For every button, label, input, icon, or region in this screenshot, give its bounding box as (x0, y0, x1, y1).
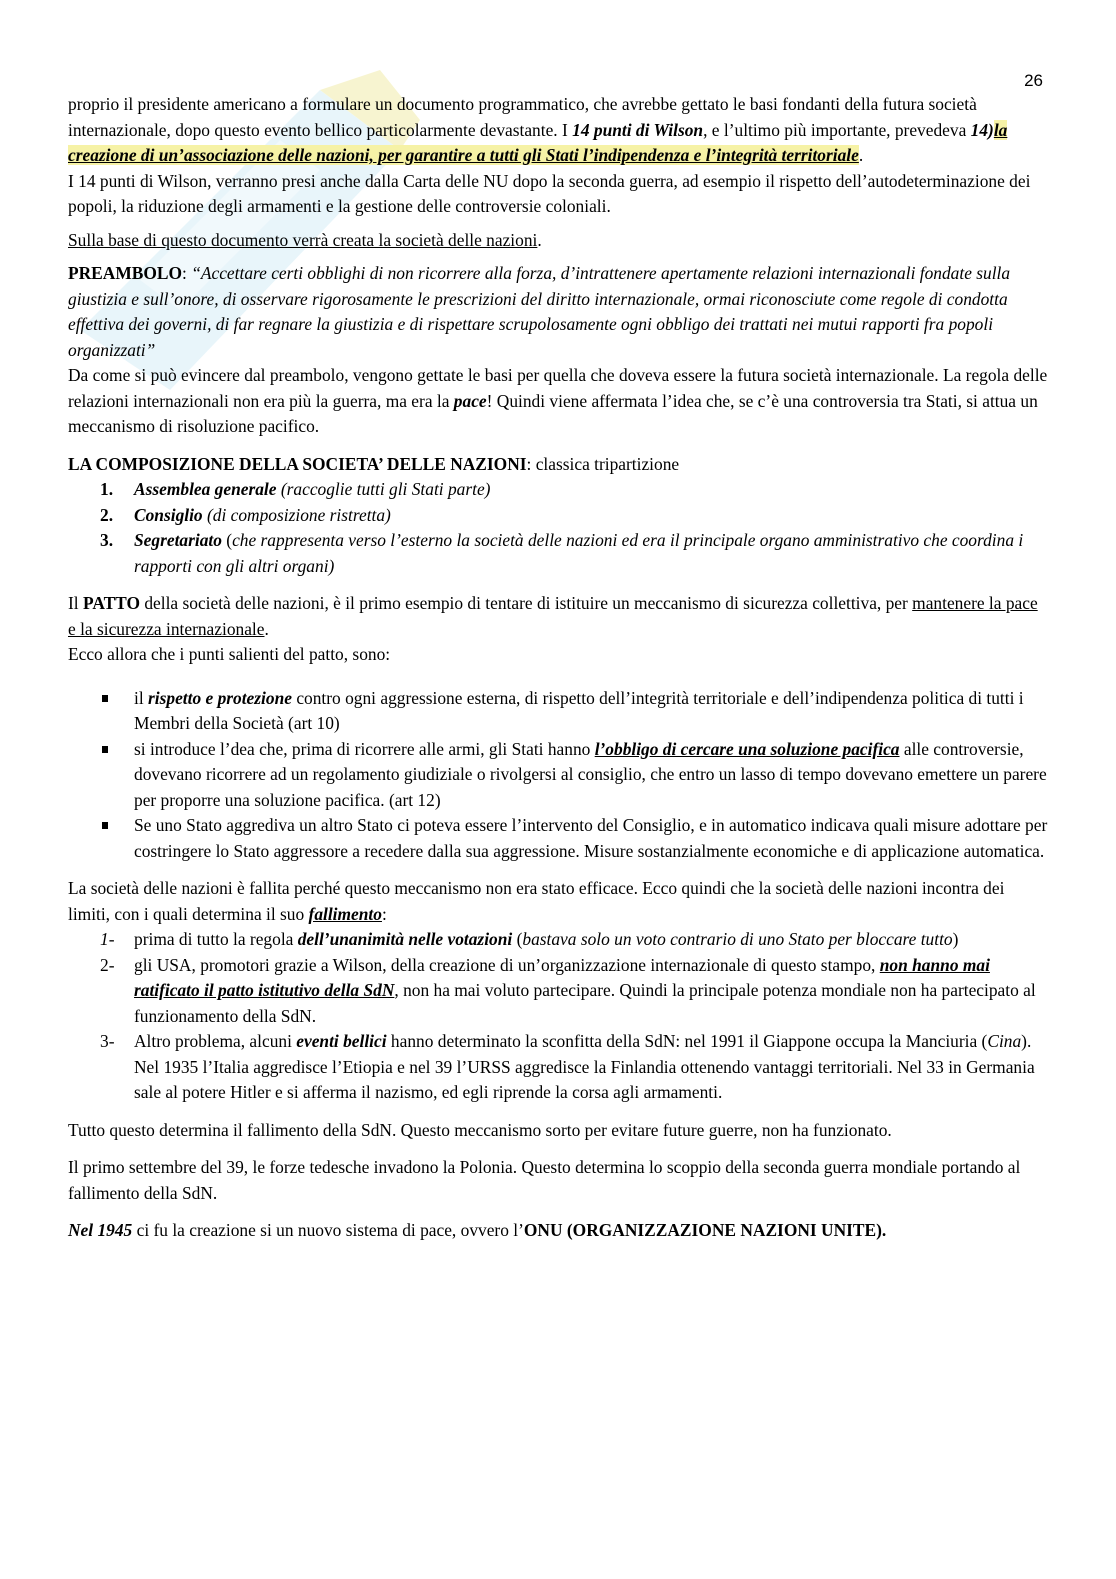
list-item: si introduce l’dea che, prima di ricorrere alle armi, gli Stati hanno l’obbligo di cercare una soluzione pacifica alle controversie, dovevano ricorrere ad un regolamento giudiziale o rivolgersi al consiglio, che entro un lasso di tempo dovevano emettere un parere per proporre una soluzione pacifica. (art 12) (68, 737, 1048, 814)
list-item: il rispetto e protezione contro ogni aggressione esterna, di rispetto dell’integrità territoriale e dell’indipendenza politica di tutti i Membri della Società (art 10) (68, 686, 1048, 737)
intro-paragraph: proprio il presidente americano a formulare un documento programmatico, che avrebbe gettato le basi fondanti della futura società internazionale, dopo questo evento bellico particolarmente devastante. I 14 punti di Wilson, e l’ultimo più importante, prevedeva 14)la creazione di un’associazione delle nazioni, per garantire a tutti gli Stati l’indipendenza e l’integrità territoriale. I 14 punti di Wilson, verranno presi anche dalla Carta delle NU dopo la seconda guerra, ad esempio il rispetto dell’autodeterminazione dei popoli, la riduzione degli armamenti e la gestione delle controversie coloniali. (68, 94, 1031, 216)
list-item: 3. Segretariato (che rappresenta verso l’esterno la società delle nazioni ed era il principale organo amministrativo che coordina i rapporti con gli altri organi) (100, 530, 1024, 576)
composizione-heading: LA COMPOSIZIONE DELLA SOCIETA’ DELLE NAZIONI: classica tripartizione (68, 453, 680, 474)
page-number: 26 (1024, 71, 1043, 90)
list-item: 2. Consiglio (di composizione ristretta) (100, 504, 391, 525)
highlighted-text: la creazione di un’associazione delle nazioni, per garantire a tutti gli Stati l’indipendenza e l’integrità territoriale (68, 119, 1008, 165)
list-item: 1- prima di tutto la regola dell’unanimità nelle votazioni (bastava solo un voto contrario di uno Stato per bloccare tutto) (100, 929, 959, 949)
conclusione-3: Nel 1945 ci fu la creazione si un nuovo sistema di pace, ovvero l’ONU (ORGANIZZAZIONE NAZIONI UNITE). (68, 1220, 887, 1240)
square-bullet-icon (102, 746, 108, 753)
fallimento-intro: La società delle nazioni è fallita perché questo meccanismo non era stato efficace. Ecco quindi che la società delle nazioni incontra dei limiti, con i quali determina il suo fallimento: (68, 878, 1005, 924)
square-bullet-icon (102, 822, 108, 829)
fallimento-list (68, 927, 1048, 1106)
list-item: 2- gli USA, promotori grazie a Wilson, della creazione di un’organizzazione internazionale di questo stampo, non hanno mai ratificato il patto istitutivo della SdN, non ha mai voluto partecipare. Quindi la principale potenza mondiale non ha partecipato al funzionamento della SdN. (100, 954, 1036, 1026)
punti-list (68, 686, 1048, 865)
document-body (68, 92, 1048, 1252)
list-item: 1. Assemblea generale (raccoglie tutti gli Stati parte) (100, 479, 491, 499)
list-item: Se uno Stato aggrediva un altro Stato ci poteva essere l’intervento del Consiglio, e in automatico indicava quali misure adottare per costringere lo Stato aggressore a recedere dalla sua aggressione. Misure sostanzialmente economiche e di applicazione automatica. (68, 813, 1048, 864)
conclusione-1: Tutto questo determina il fallimento della SdN. Questo meccanismo sorto per evitare future guerre, non ha funzionato. (68, 1119, 892, 1140)
patto-paragraph: Il PATTO della società delle nazioni, è il primo esempio di tentare di istituire un meccanismo di sicurezza collettiva, per mantenere la pace e la sicurezza internazionale. Ecco allora che i punti salienti del patto, sono: (68, 593, 1038, 664)
conclusione-2: Il primo settembre del 39, le forze tedesche invadono la Polonia. Questo determina lo scoppio della seconda guerra mondiale portando al fallimento della SdN. (68, 1157, 1021, 1203)
composizione-list (68, 477, 1048, 579)
list-item: 3- Altro problema, alcuni eventi bellici hanno determinato la sconfitta della SdN: nel 1991 il Giappone occupa la Manciuria (Cina). Nel 1935 l’Italia aggredisce l’Etiopia e nel 39 l’URSS aggredisce la Finlandia ottenendo vantaggi territoriali. Nel 33 in Germania sale al potere Hitler e si afferma il nazismo, ed egli riprende la corsa agli armamenti. (100, 1031, 1035, 1102)
square-bullet-icon (102, 695, 108, 702)
preambolo-paragraph: PREAMBOLO: “Accettare certi obblighi di non ricorrere alla forza, d’intrattenere apertamente relazioni internazionali fondate sulla giustizia e sull’onore, di osservare rigorosamente le prescrizioni del diritto internazionale, ormai riconosciute come regole di condotta effettiva dei governi, di far regnare la giustizia e di rispettare scrupolosamente ogni obbligo dei trattati nei mutui rapporti fra popoli organizzati” Da come si può evincere dal preambolo, vengono gettate le basi per quella che doveva essere la futura società internazionale. La regola delle relazioni internazionali non era più la guerra, ma era la pace! Quindi viene affermata l’idea che, se c’è una controversia tra Stati, si attua un meccanismo di risoluzione pacifico. (68, 263, 1048, 436)
intro-paragraph-2: Sulla base di questo documento verrà creata la società delle nazioni. (68, 229, 542, 250)
